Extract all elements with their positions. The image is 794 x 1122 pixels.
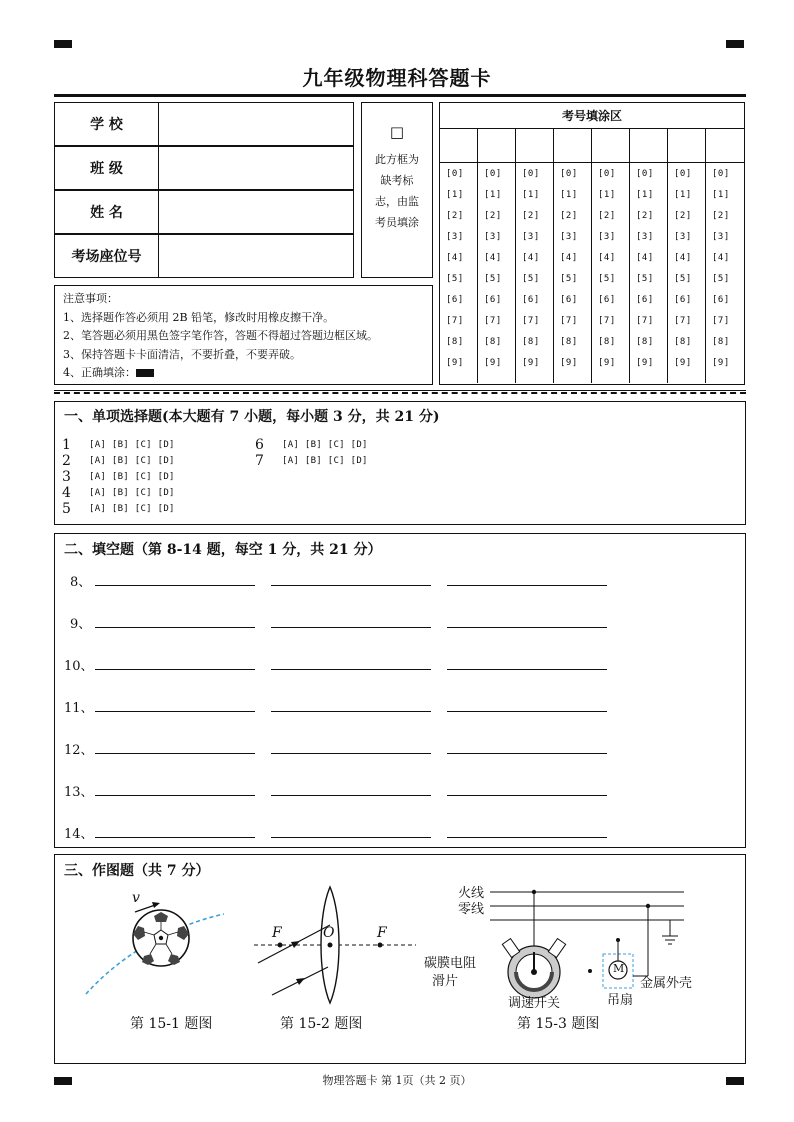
exam-digit-bubble[interactable]: [0] [712, 169, 730, 179]
focus-left-dot [278, 943, 283, 948]
notice-item: 3、保持答题卡卡面清洁，不要折叠，不要弄破。 [63, 347, 301, 361]
exam-digit-bubble[interactable]: [7] [446, 316, 464, 326]
exam-digit-bubble[interactable]: [8] [636, 337, 654, 347]
answer-blank-line[interactable] [271, 753, 431, 754]
answer-blank-line[interactable] [95, 669, 255, 670]
exam-digit-bubble[interactable]: [7] [674, 316, 692, 326]
exam-digit-bubble[interactable]: [3] [522, 232, 540, 242]
exam-digit-bubble[interactable]: [7] [484, 316, 502, 326]
answer-blank-line[interactable] [95, 585, 255, 586]
exam-digit-bubble[interactable]: [1] [484, 190, 502, 200]
fig3-zero-label: 零线 [458, 902, 485, 917]
page-title: 九年级物理科答题卡 [302, 66, 492, 90]
exam-digit-bubble[interactable]: [7] [560, 316, 578, 326]
exam-digit-bubble[interactable]: [2] [598, 211, 616, 221]
terminal-dot [616, 938, 620, 942]
exam-digit-bubble[interactable]: [3] [636, 232, 654, 242]
notice-item [63, 364, 424, 383]
exam-digit-bubble[interactable]: [2] [484, 211, 502, 221]
exam-digit-bubble[interactable]: [5] [674, 274, 692, 284]
figure-15-2 [250, 885, 420, 1007]
page-footer: 物理答题卡 第 1页（共 2 页） [322, 1074, 472, 1087]
exam-number-area [439, 102, 745, 385]
exam-digit-bubble[interactable]: [8] [560, 337, 578, 347]
choice-question-number: 2 [62, 453, 71, 469]
fig2-caption: 第 15-2 题图 [280, 1016, 363, 1032]
answer-blank-line[interactable] [271, 795, 431, 796]
answer-blank-line[interactable] [95, 753, 255, 754]
exam-digit-bubble[interactable]: [6] [674, 295, 692, 305]
answer-blank-line[interactable] [95, 627, 255, 628]
exam-digit-bubble[interactable]: [2] [712, 211, 730, 221]
fig2-focus-right-label: F [377, 925, 387, 941]
section-drawing-title: 三、作图题（共 7 分） [64, 863, 210, 879]
section-fill-title: 二、填空题（第 8-14 题，每空 1 分，共 21 分） [64, 542, 382, 558]
exam-number-column [630, 129, 668, 383]
exam-digit-bubble[interactable]: [4] [522, 253, 540, 263]
fig3-motor-label: M [613, 962, 625, 975]
corner-mark-top-right [726, 40, 744, 48]
exam-digit-bubble[interactable]: [9] [712, 358, 730, 368]
exam-digit-bubble[interactable]: [4] [446, 253, 464, 263]
info-label: 姓 名 [55, 191, 159, 233]
velocity-arrowhead [152, 902, 160, 908]
absent-mark-box [361, 102, 433, 278]
exam-digit-bubble[interactable]: [6] [560, 295, 578, 305]
ray-arrowhead [296, 978, 305, 985]
exam-digit-bubble[interactable]: [9] [484, 358, 502, 368]
exam-number-column [478, 129, 516, 383]
info-row-school[interactable] [54, 102, 354, 146]
exam-digit-bubble[interactable]: [8] [712, 337, 730, 347]
answer-blank-line[interactable] [271, 711, 431, 712]
ball-center-dot [159, 936, 163, 940]
exam-digit-bubble[interactable]: [1] [522, 190, 540, 200]
exam-digit-bubble[interactable]: [3] [484, 232, 502, 242]
answer-blank-line[interactable] [447, 585, 607, 586]
exam-number-column [516, 129, 554, 383]
absent-text: 考员填涂 [375, 216, 419, 229]
choice-options[interactable]: [A] [B] [C] [D] [89, 472, 175, 482]
section-choice-title: 一、单项选择题(本大题有 7 小题，每小题 3 分，共 21 分) [64, 409, 440, 425]
exam-digit-bubble[interactable]: [0] [560, 169, 578, 179]
exam-digit-bubble[interactable]: [2] [674, 211, 692, 221]
exam-number-column [706, 129, 744, 383]
exam-digit-bubble[interactable]: [9] [522, 358, 540, 368]
exam-digit-bubble[interactable]: [5] [712, 274, 730, 284]
exam-digit-bubble[interactable]: [6] [446, 295, 464, 305]
fig1-caption: 第 15-1 题图 [130, 1016, 213, 1032]
choice-question-number: 4 [62, 485, 71, 501]
exam-digit-bubble[interactable]: [4] [560, 253, 578, 263]
exam-digit-bubble[interactable]: [2] [636, 211, 654, 221]
exam-digit-bubble[interactable]: [8] [484, 337, 502, 347]
exam-digit-bubble[interactable]: [8] [522, 337, 540, 347]
fill-question-number: 8、 [70, 575, 92, 590]
exam-number-column [554, 129, 592, 383]
choice-options[interactable]: [A] [B] [C] [D] [89, 504, 175, 514]
terminal-dot [588, 969, 592, 973]
exam-digit-bubble[interactable]: [0] [484, 169, 502, 179]
exam-digit-bubble[interactable]: [9] [446, 358, 464, 368]
exam-digit-bubble[interactable]: [4] [484, 253, 502, 263]
absent-checkbox[interactable]: □ [389, 123, 405, 141]
fig3-slider-label: 滑片 [432, 974, 459, 989]
exam-digit-bubble[interactable]: [9] [560, 358, 578, 368]
exam-digit-bubble[interactable]: [4] [636, 253, 654, 263]
info-label: 学 校 [55, 103, 159, 145]
choice-options[interactable]: [A] [B] [C] [D] [282, 440, 368, 450]
choice-options[interactable]: [A] [B] [C] [D] [282, 456, 368, 466]
exam-digit-bubble[interactable]: [0] [522, 169, 540, 179]
exam-digit-bubble[interactable]: [5] [446, 274, 464, 284]
exam-digit-bubble[interactable]: [9] [598, 358, 616, 368]
exam-digit-bubble[interactable]: [3] [560, 232, 578, 242]
exam-digit-bubble[interactable]: [7] [636, 316, 654, 326]
choice-question-number: 6 [255, 437, 264, 453]
notice-item: 1、选择题作答必须用 2B 铅笔，修改时用橡皮擦干净。 [63, 310, 335, 324]
exam-digit-bubble[interactable]: [3] [446, 232, 464, 242]
exam-digit-bubble[interactable]: [6] [522, 295, 540, 305]
exam-number-title: 考号填涂区 [440, 103, 744, 129]
divider-line [54, 390, 746, 391]
exam-digit-bubble[interactable]: [9] [636, 358, 654, 368]
divider-dashed [54, 392, 746, 394]
answer-blank-line[interactable] [95, 837, 255, 838]
fill-question-number: 14、 [64, 827, 94, 842]
exam-digit-bubble[interactable]: [2] [522, 211, 540, 221]
choice-options[interactable]: [A] [B] [C] [D] [89, 488, 175, 498]
answer-blank-line[interactable] [95, 795, 255, 796]
fill-question-number: 9、 [70, 617, 92, 632]
exam-digit-bubble[interactable]: [7] [712, 316, 730, 326]
answer-blank-line[interactable] [271, 627, 431, 628]
exam-digit-bubble[interactable]: [2] [560, 211, 578, 221]
answer-blank-line[interactable] [447, 627, 607, 628]
exam-digit-bubble[interactable]: [5] [484, 274, 502, 284]
answer-blank-line[interactable] [271, 585, 431, 586]
exam-digit-bubble[interactable]: [6] [598, 295, 616, 305]
exam-digit-bubble[interactable]: [1] [712, 190, 730, 200]
notice-item: 2、笔答题必须用黑色签字笔作答，答题不得超过答题边框区域。 [63, 329, 378, 342]
exam-digit-bubble[interactable]: [0] [446, 169, 464, 179]
exam-digit-bubble[interactable]: [5] [598, 274, 616, 284]
exam-digit-bubble[interactable]: [1] [560, 190, 578, 200]
info-row-name[interactable] [54, 190, 354, 234]
exam-digit-bubble[interactable]: [1] [636, 190, 654, 200]
exam-digit-bubble[interactable]: [0] [636, 169, 654, 179]
exam-digit-bubble[interactable]: [5] [636, 274, 654, 284]
info-row-seat[interactable] [54, 234, 354, 278]
fig3-caption: 第 15-3 题图 [517, 1016, 600, 1032]
choice-question-number: 7 [255, 453, 264, 469]
answer-blank-line[interactable] [447, 837, 607, 838]
fig1-v-label: v [132, 890, 140, 906]
exam-digit-bubble[interactable]: [5] [560, 274, 578, 284]
exam-digit-bubble[interactable]: [3] [674, 232, 692, 242]
info-row-class[interactable] [54, 146, 354, 190]
exam-digit-bubble[interactable]: [1] [674, 190, 692, 200]
answer-blank-line[interactable] [447, 795, 607, 796]
corner-mark-top-left [54, 40, 72, 48]
exam-number-column [440, 129, 478, 383]
choice-question-number: 5 [62, 501, 71, 517]
fill-question-number: 12、 [64, 743, 94, 758]
optical-center-dot [328, 943, 333, 948]
info-label: 班 级 [55, 147, 159, 189]
exam-digit-bubble[interactable]: [6] [484, 295, 502, 305]
exam-digit-bubble[interactable]: [2] [446, 211, 464, 221]
answer-blank-line[interactable] [447, 711, 607, 712]
fig2-center-label: O [323, 925, 335, 941]
figure-15-1 [80, 888, 230, 1000]
fill-question-number: 11、 [64, 701, 94, 716]
fig3-shell-label: 金属外壳 [640, 976, 693, 991]
filled-sample-mark [136, 369, 154, 377]
exam-number-write-cell[interactable] [592, 129, 629, 163]
focus-right-dot [378, 943, 383, 948]
absent-text: 志，由监 [375, 195, 419, 208]
exam-digit-bubble[interactable]: [3] [598, 232, 616, 242]
exam-digit-bubble[interactable]: [4] [712, 253, 730, 263]
fig2-focus-left-label: F [272, 925, 282, 941]
section-fill [54, 533, 746, 848]
notice-item-text: 4、正确填涂： [63, 366, 136, 379]
answer-blank-line[interactable] [447, 669, 607, 670]
exam-digit-bubble[interactable]: [6] [636, 295, 654, 305]
exam-number-write-cell[interactable] [668, 129, 705, 163]
answer-blank-line[interactable] [271, 837, 431, 838]
exam-digit-bubble[interactable]: [0] [674, 169, 692, 179]
absent-text: 此方框为 [375, 153, 419, 166]
exam-digit-bubble[interactable]: [5] [522, 274, 540, 284]
answer-blank-line[interactable] [447, 753, 607, 754]
switch-pivot [531, 969, 537, 975]
fill-question-number: 10、 [64, 659, 94, 674]
title-rule [54, 94, 746, 97]
answer-blank-line[interactable] [95, 711, 255, 712]
exam-number-column [592, 129, 630, 383]
exam-digit-bubble[interactable]: [3] [712, 232, 730, 242]
fig3-resistor-label: 碳膜电阻 [424, 956, 477, 971]
exam-digit-bubble[interactable]: [4] [674, 253, 692, 263]
fig3-fire-label: 火线 [458, 886, 485, 901]
exam-digit-bubble[interactable]: [8] [674, 337, 692, 347]
exam-number-write-cell[interactable] [516, 129, 553, 163]
choice-options[interactable]: [A] [B] [C] [D] [89, 440, 175, 450]
exam-digit-bubble[interactable]: [7] [598, 316, 616, 326]
notice-box [54, 285, 433, 385]
exam-digit-bubble[interactable]: [1] [598, 190, 616, 200]
fig3-fan-label: 吊扇 [607, 993, 634, 1008]
exam-number-write-cell[interactable] [440, 129, 477, 163]
exam-digit-bubble[interactable]: [9] [674, 358, 692, 368]
exam-digit-bubble[interactable]: [1] [446, 190, 464, 200]
ground-symbol [662, 936, 678, 944]
absent-text: 缺考标 [380, 174, 414, 187]
choice-question-number: 1 [62, 437, 71, 453]
exam-digit-bubble[interactable]: [6] [712, 295, 730, 305]
info-label: 考场座位号 [55, 235, 159, 277]
fill-question-number: 13、 [64, 785, 94, 800]
exam-digit-bubble[interactable]: [0] [598, 169, 616, 179]
exam-number-write-cell[interactable] [478, 129, 515, 163]
exam-number-write-cell[interactable] [706, 129, 744, 163]
exam-digit-bubble[interactable]: [4] [598, 253, 616, 263]
exam-number-write-cell[interactable] [554, 129, 591, 163]
notice-heading: 注意事项： [63, 292, 118, 305]
exam-digit-bubble[interactable]: [7] [522, 316, 540, 326]
fig3-switch-label: 调速开关 [508, 996, 561, 1011]
choice-options[interactable]: [A] [B] [C] [D] [89, 456, 175, 466]
choice-question-number: 3 [62, 469, 71, 485]
exam-number-write-cell[interactable] [630, 129, 667, 163]
answer-blank-line[interactable] [271, 669, 431, 670]
exam-digit-bubble[interactable]: [8] [446, 337, 464, 347]
exam-number-column [668, 129, 706, 383]
exam-digit-bubble[interactable]: [8] [598, 337, 616, 347]
